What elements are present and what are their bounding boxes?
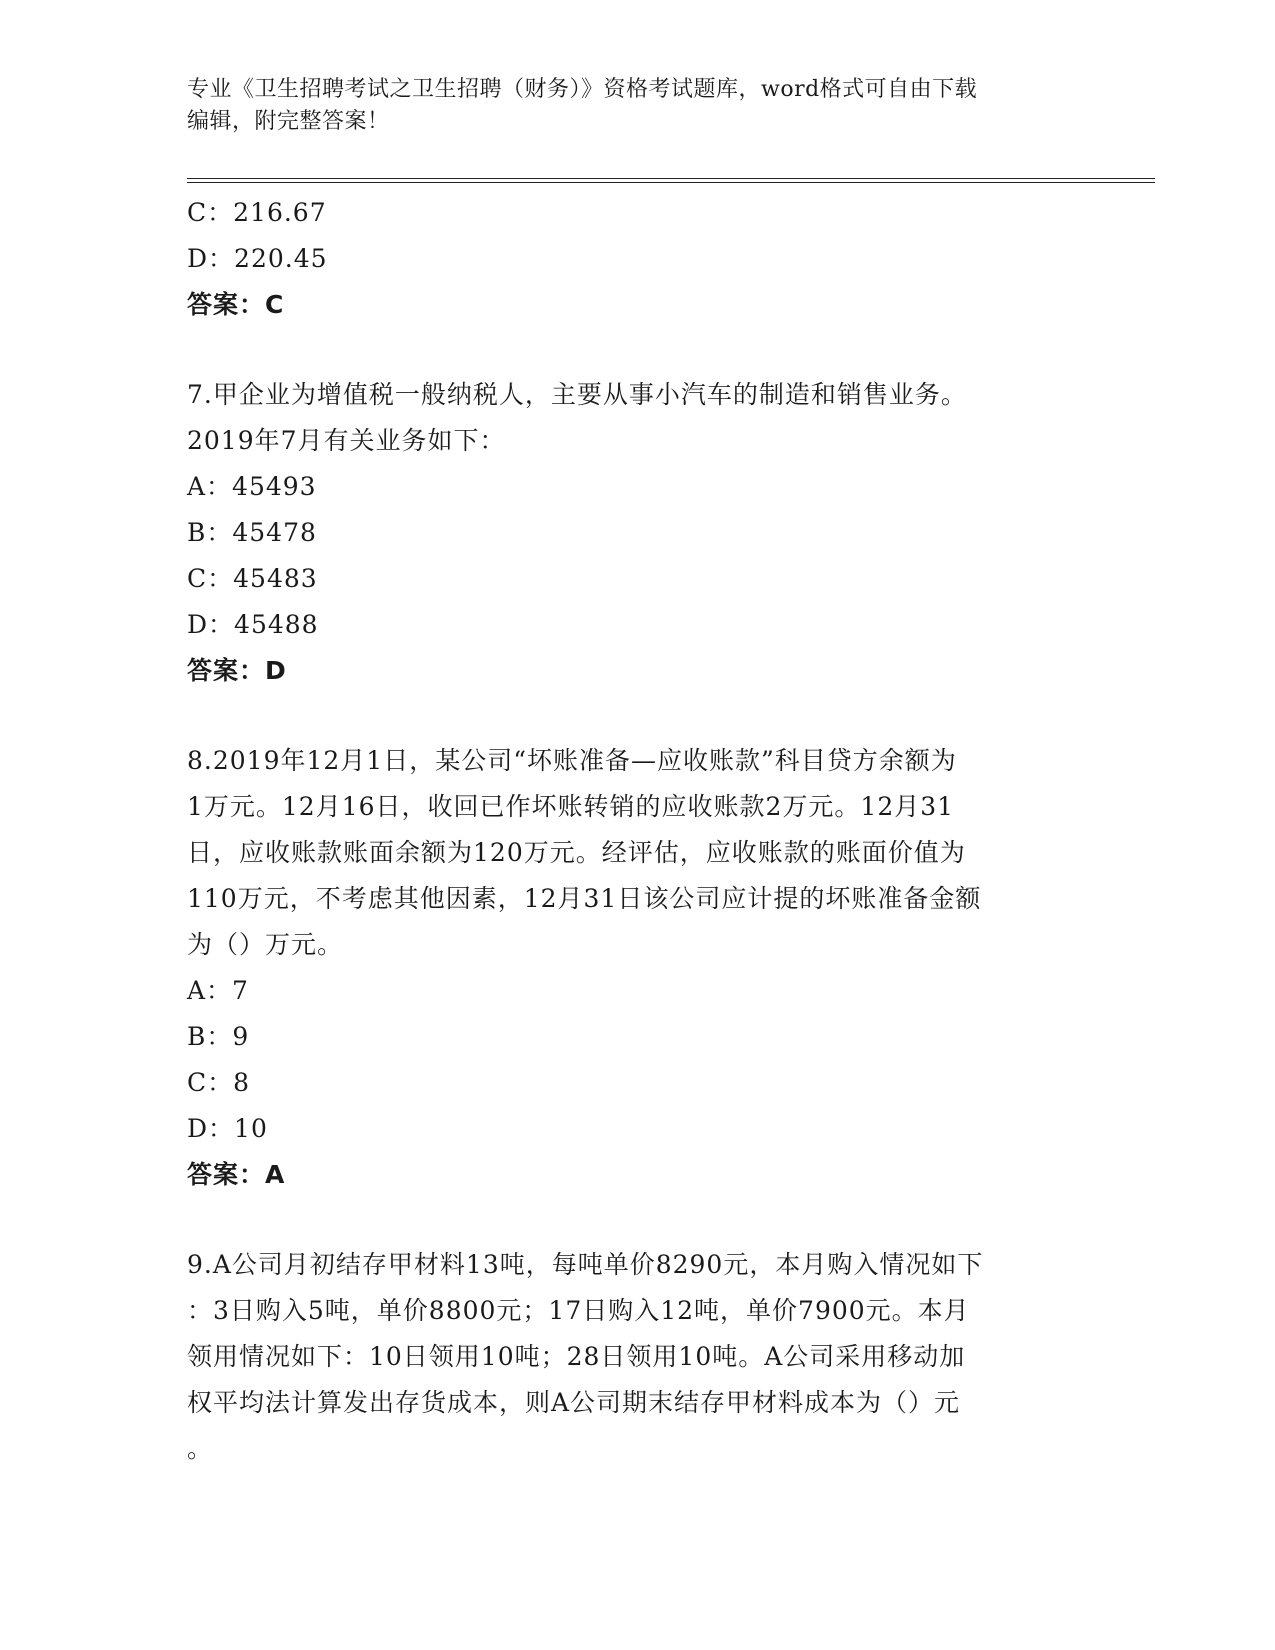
question-text: 8.2019年12月1日，某公司“坏账准备—应收账款”科目贷方余额为 [187,746,957,775]
question-text: 领用情况如下：10日领用10吨；28日领用10吨。A公司采用移动加 [187,1342,966,1371]
option-c: C：8 [187,1068,251,1097]
question-text: 7.甲企业为增值税一般纳税人，主要从事小汽车的制造和销售业务。 [187,380,967,409]
question-text: 日，应收账款账面余额为120万元。经评估，应收账款的账面价值为 [187,838,966,867]
spacer [187,694,1087,738]
option-c: C：45483 [187,564,318,593]
question-7 [187,372,1087,694]
spacer [187,328,1087,372]
question-6-tail [187,190,1087,328]
answer-line: 答案：D [187,656,287,685]
option-a: A：7 [187,976,249,1005]
answer-line: 答案：C [187,290,285,319]
header-line-2: 编辑，附完整答案！ [187,109,390,134]
question-text: 110万元，不考虑其他因素，12月31日该公司应计提的坏账准备金额 [187,884,982,913]
answer-line: 答案：A [187,1160,286,1189]
spacer [187,1198,1087,1242]
question-9 [187,1242,1087,1472]
question-text: 为（）万元。 [187,930,344,959]
question-text: 2019年7月有关业务如下： [187,426,506,455]
question-text: 9.A公司月初结存甲材料13吨，每吨单价8290元，本月购入情况如下 [187,1250,984,1279]
option-c: C：216.67 [187,198,327,227]
document-body [187,190,1087,1472]
option-a: A：45493 [187,472,317,501]
question-text: 。 [187,1434,214,1463]
question-text: ：3日购入5吨，单价8800元；17日购入12吨，单价7900元。本月 [187,1296,970,1325]
header-rule-top [187,178,1155,179]
option-d: D：220.45 [187,244,328,273]
question-text: 1万元。12月16日，收回已作坏账转销的应收账款2万元。12月31 [187,792,955,821]
option-d: D：45488 [187,610,319,639]
question-text: 权平均法计算发出存货成本，则A公司期末结存甲材料成本为（）元 [187,1388,961,1417]
header-rule-bottom [187,182,1155,183]
option-b: B：45478 [187,518,317,547]
option-b: B：9 [187,1022,250,1051]
question-8 [187,738,1087,1198]
header-line-1: 专业《卫生招聘考试之卫生招聘（财务）》资格考试题库，word格式可自由下载 [187,77,978,102]
option-d: D：10 [187,1114,268,1143]
document-header [187,74,1087,138]
